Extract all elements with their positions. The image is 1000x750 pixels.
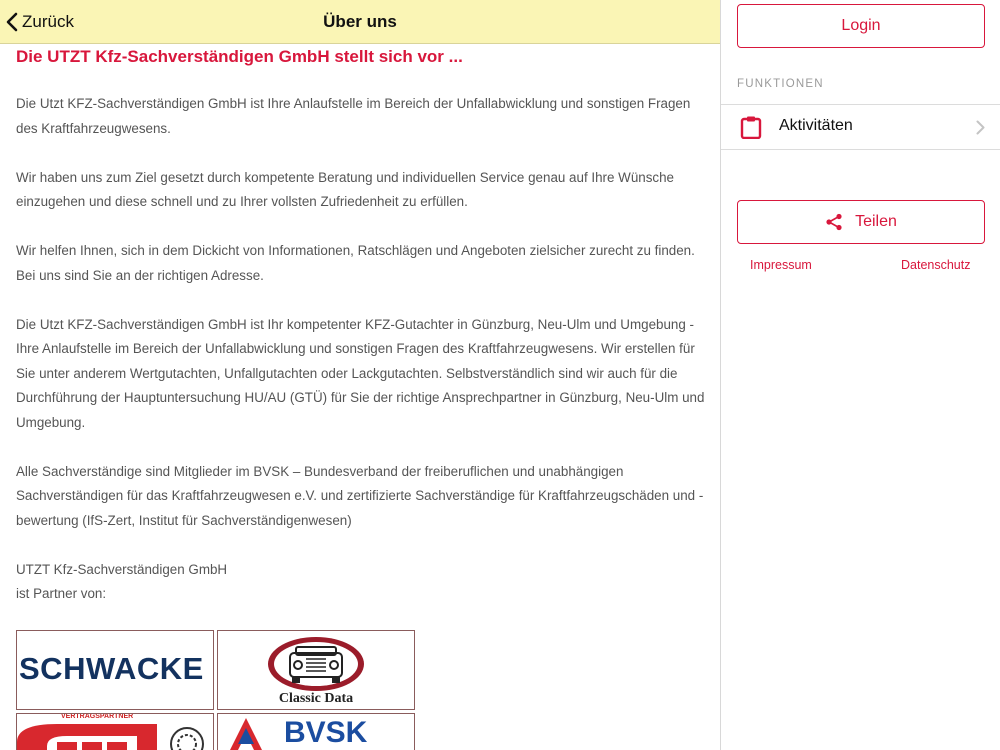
bvsk-logo-text: BVSK <box>284 716 368 749</box>
bvsk-emblem <box>224 714 284 750</box>
menu-item-label: Aktivitäten <box>779 117 853 134</box>
partner-intro: ist Partner von: <box>16 586 107 601</box>
partner-company-name: UTZT Kfz-Sachverständigen GmbH <box>16 561 228 577</box>
paragraph-intro: Die Utzt KFZ-Sachverständigen GmbH ist Ihre Anlaufstelle im Bereich der Unfallabwicklung und sonstigen Fragen des Kraftfahrzeugwesens. <box>16 96 691 136</box>
chevron-right-icon <box>976 120 985 135</box>
vertragspartner-label: VERTRAGSPARTNER <box>61 713 134 720</box>
share-icon <box>825 213 843 231</box>
classic-data-logo <box>217 630 415 710</box>
paragraph-help: Wir helfen Ihnen, sich in dem Dickicht von Informationen, Ratschlägen und Angeboten zielsicher zurecht zu finden. <box>16 243 695 258</box>
schwacke-logo <box>16 630 214 710</box>
paragraph-membership: Alle Sachverständige sind Mitglieder im BVSK – Bundesverband der freiberuflichen und unabhängigen Sachverständigen für das Kraftfahrzeugwesen e.V. und zertifizierte Sachverständige für Kraftfahrzeugschäden und -bewertung (IfS-Zert, Institut für Sachverständigenwesen) <box>16 463 704 528</box>
gtue-logo <box>16 713 214 750</box>
navigation-bar <box>0 0 720 44</box>
functions-section-label: FUNKTIONEN <box>737 78 824 90</box>
schwacke-logo-text: SCHWACKE <box>19 651 204 686</box>
impressum-link[interactable]: Impressum <box>750 258 812 272</box>
about-content <box>16 44 706 607</box>
content-heading: Die UTZT Kfz-Sachverständigen GmbH stellt sich vor ... <box>16 47 463 66</box>
login-button[interactable]: Login <box>737 4 985 48</box>
back-button-label: Zurück <box>22 12 74 31</box>
classic-data-emblem <box>218 631 414 693</box>
page-title: Über uns <box>323 12 397 31</box>
bvsk-logo <box>217 713 415 750</box>
classic-data-logo-text: Classic Data <box>278 691 354 706</box>
clipboard-icon <box>739 115 763 139</box>
paragraph-address: Bei uns sind Sie an der richtigen Adresse. <box>16 267 264 283</box>
share-button[interactable] <box>737 200 985 244</box>
divider <box>721 149 1000 150</box>
share-button-content <box>738 201 984 243</box>
paragraph-goal: Wir haben uns zum Ziel gesetzt durch kompetente Beratung und individuellen Service genau auf Ihre Wünsche einzugehen und diese schnell und zu Ihrer vollsten Zufriedenheit zu erfüllen. <box>16 169 675 209</box>
paragraph-services: Die Utzt KFZ-Sachverständigen GmbH ist Ihr kompetenter KFZ-Gutachter in Günzburg, Neu-Ulm und Umgebung - Ihre Anlaufstelle im Bereich der Unfallabwicklung und sonstigen Fragen des Kraftfahrzeugwesens. Wir erstellen für Sie unter anderem Wertgutachten, Unfallgutachten oder Lackgutachten. Selbstverständlich sind wir auch für die Durchführung der Hauptuntersuchung HU/AU (GTÜ) für Sie der richtige Ansprechpartner in Günzburg, Neu-Ulm und Umgebung. <box>16 316 705 430</box>
datenschutz-link[interactable]: Datenschutz <box>901 258 971 272</box>
menu-item-aktivitaeten[interactable] <box>721 105 1000 149</box>
share-button-label: Teilen <box>855 213 897 230</box>
sidebar <box>720 0 1000 750</box>
gtue-emblem <box>17 722 213 750</box>
